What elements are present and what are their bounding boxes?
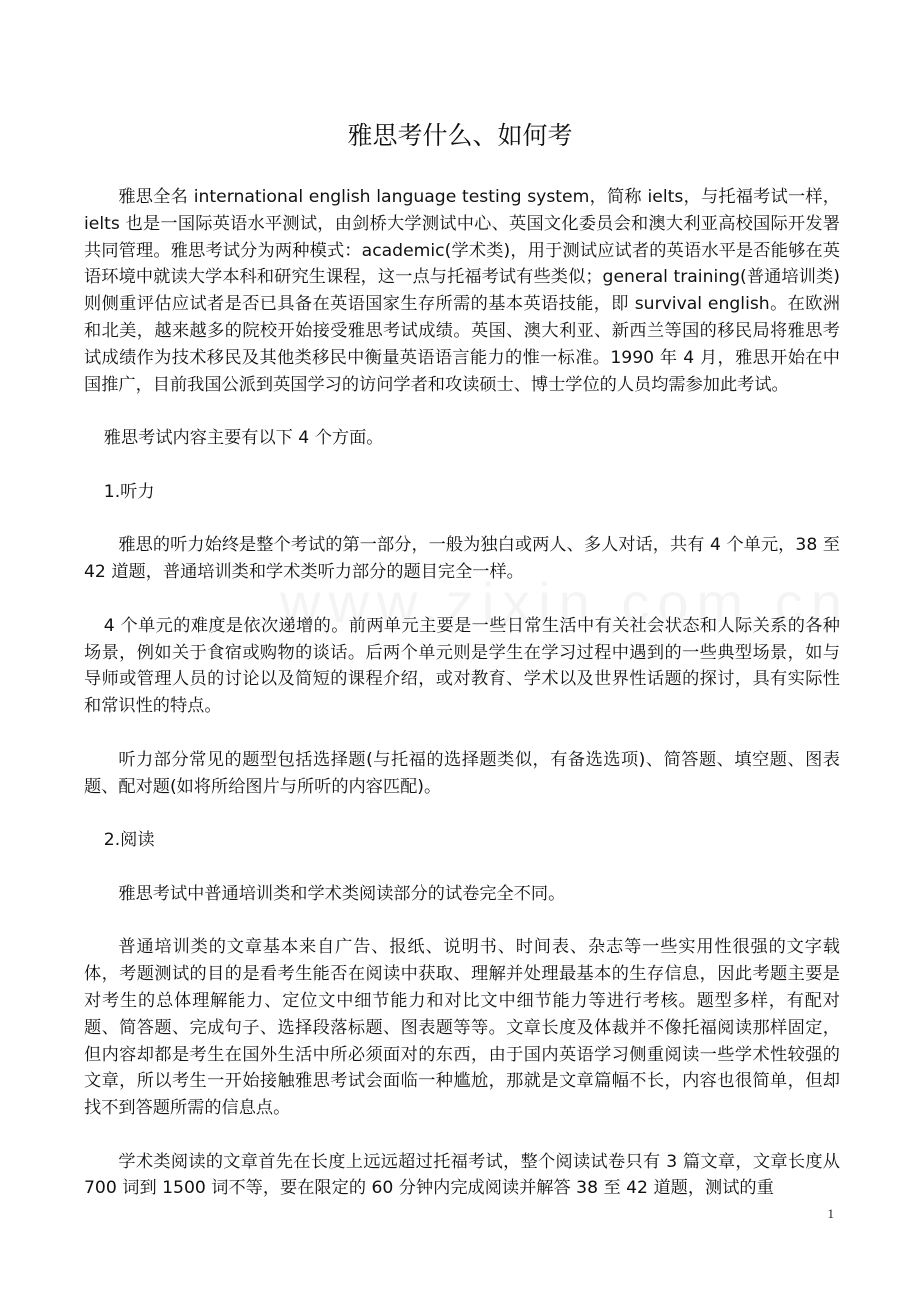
paragraph-listening-units: 4 个单元的难度是依次递增的。前两单元主要是一些日常生活中有关社会状态和人际关系的各种场景，例如关于食宿或购物的谈话。后两个单元则是学生在学习过程中遇到的一些典型场景，如与导师或管理人员的讨论以及简短的课程介绍，或对教育、学术以及世界性话题的探讨，具有实际性和常识性的特点。 xyxy=(84,615,840,717)
paragraph-reading-difference: 雅思考试中普通培训类和学术类阅读部分的试卷完全不同。 xyxy=(118,883,566,904)
page-number: 1 xyxy=(827,1206,834,1221)
section-heading-reading: 2.阅读 xyxy=(103,830,155,851)
paragraph-general-training-reading: 普通培训类的文章基本来自广告、报纸、说明书、时间表、杂志等一些实用性很强的文字载体，考题测试的目的是看考生能否在阅读中获取、理解并处理最基本的生存信息，因此考题主要是对考生的总体理解能力、定位文中细节能力和对比文中细节能力等进行考核。题型多样，有配对题、简答题、完成句子、选择段落标题、图表题等等。文章长度及体裁并不像托福阅读那样固定，但内容却都是考生在国外生活中所必须面对的东西，由于国内英语学习侧重阅读一些学术性较强的文章，所以考生一开始接触雅思考试会面临一种尴尬，那就是文章篇幅不长，内容也很简单，但却找不到答题所需的信息点。 xyxy=(84,937,840,1119)
paragraph-overview: 雅思考试内容主要有以下 4 个方面。 xyxy=(103,428,384,449)
paragraph-listening-types: 听力部分常见的题型包括选择题(与托福的选择题类似，有备选选项)、简答题、填空题、图表题、配对题(如将所给图片与所听的内容匹配)。 xyxy=(84,749,840,797)
document-title: 雅思考什么、如何考 xyxy=(347,121,573,150)
document-body xyxy=(84,184,840,1202)
section-heading-listening: 1.听力 xyxy=(103,481,155,502)
paragraph-intro: 雅思全名 international english language testing system，简称 ielts，与托福考试一样，ielts 也是一国际英语水平测试，由剑桥大学测试中心、英国文化委员会和澳大利亚高校国际开发署共同管理。雅思考试分为两种模式：academic(学术类)，用于测试应试者的英语水平是否能够在英语环境中就读大学本科和研究生课程，这一点与托福考试有些类似；general training(普通培训类)则侧重评估应试者是否已具备在英语国家生存所需的基本英语技能，即 survival english。在欧洲和北美，越来越多的院校开始接受雅思考试成绩。英国、澳大利亚、新西兰等国的移民局将雅思考试成绩作为技术移民及其他类移民中衡量英语语言能力的惟一标准。1990 年 4 月，雅思开始在中国推广，目前我国公派到英国学习的访问学者和攻读硕士、博士学位的人员均需参加此考试。 xyxy=(84,187,840,395)
paragraph-academic-reading: 学术类阅读的文章首先在长度上远远超过托福考试，整个阅读试卷只有 3 篇文章，文章长度从 700 词到 1500 词不等，要在限定的 60 分钟内完成阅读并解答 38 至 42 道题，测试的重 xyxy=(84,1151,840,1199)
paragraph-listening-format: 雅思的听力始终是整个考试的第一部分，一般为独白或两人、多人对话，共有 4 个单元，38 至 42 道题，普通培训类和学术类听力部分的题目完全一样。 xyxy=(84,535,840,583)
